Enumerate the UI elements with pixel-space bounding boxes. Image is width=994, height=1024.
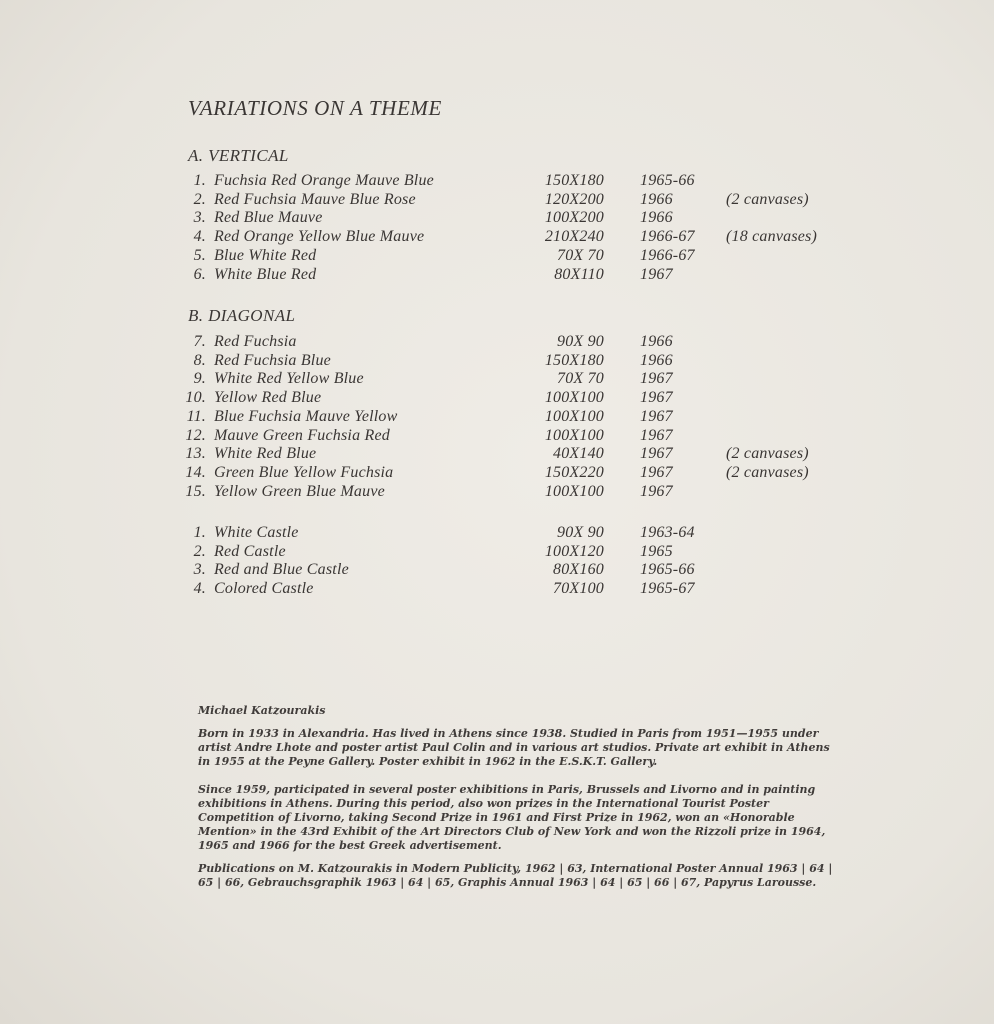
artwork-dimensions: 80X160 bbox=[553, 561, 604, 579]
section-heading-vertical: A. VERTICAL bbox=[188, 146, 289, 165]
artwork-dimensions: 70X100 bbox=[553, 580, 604, 598]
artwork-number: 1. bbox=[193, 172, 206, 189]
artwork-dimensions: 100X100 bbox=[544, 389, 604, 407]
artwork-row bbox=[0, 209, 994, 228]
artwork-row bbox=[0, 389, 994, 408]
artwork-title: Blue White Red bbox=[214, 246, 317, 264]
artwork-number: 2. bbox=[193, 542, 206, 560]
bio-paragraph: Publications on M. Katzourakis in Modern Publicity, 1962 | 63, International Poster Annual 1963 | 64 | 65 | 66, Gebrauchsgraphik 1963 | 64 | 65, Graphis Annual 1963 | 64 | 65 | 66 | 67, Papyrus Larousse. bbox=[198, 862, 833, 889]
artwork-year: 1965-66 bbox=[640, 561, 695, 579]
artwork-number: 14. bbox=[185, 463, 206, 481]
artwork-title: White Castle bbox=[214, 524, 299, 541]
artwork-title: Green Blue Yellow Fuchsia bbox=[214, 463, 394, 481]
section-heading-diagonal: B. DIAGONAL bbox=[188, 306, 296, 325]
artwork-number: 12. bbox=[185, 426, 206, 444]
artwork-year: 1967 bbox=[640, 407, 673, 425]
artwork-year: 1967 bbox=[640, 426, 673, 444]
artwork-year: 1966-67 bbox=[640, 228, 695, 246]
artwork-year: 1967 bbox=[640, 463, 673, 481]
artwork-year: 1967 bbox=[640, 482, 673, 500]
artwork-number: 2. bbox=[193, 190, 206, 208]
artwork-row bbox=[0, 561, 994, 580]
artwork-dimensions: 100X100 bbox=[544, 407, 604, 425]
artwork-number: 6. bbox=[193, 265, 206, 283]
artwork-number: 4. bbox=[193, 580, 206, 598]
artwork-title: Red Blue Mauve bbox=[214, 209, 323, 227]
artwork-row bbox=[0, 524, 994, 543]
artwork-row bbox=[0, 445, 994, 464]
artwork-row bbox=[0, 172, 994, 191]
artwork-number: 1. bbox=[193, 524, 206, 541]
artwork-year: 1967 bbox=[640, 389, 673, 407]
artwork-number: 11. bbox=[186, 407, 206, 425]
artwork-row bbox=[0, 464, 994, 483]
artwork-dimensions: 70X 70 bbox=[557, 246, 604, 264]
artwork-title: White Red Yellow Blue bbox=[214, 370, 364, 388]
artwork-title: Colored Castle bbox=[214, 580, 314, 598]
artwork-row bbox=[0, 333, 994, 352]
artwork-row bbox=[0, 427, 994, 446]
artwork-title: Red Castle bbox=[214, 542, 286, 560]
artwork-year: 1965-67 bbox=[640, 580, 695, 598]
artwork-year: 1966 bbox=[640, 209, 673, 227]
artwork-row bbox=[0, 543, 994, 562]
artwork-row bbox=[0, 247, 994, 266]
artist-name: Michael Katzourakis bbox=[198, 704, 326, 717]
artwork-dimensions: 100X100 bbox=[544, 426, 604, 444]
artwork-year: 1967 bbox=[640, 370, 673, 388]
artwork-title: Blue Fuchsia Mauve Yellow bbox=[214, 407, 398, 425]
page-title: VARIATIONS ON A THEME bbox=[188, 96, 442, 120]
artwork-dimensions: 80X110 bbox=[554, 265, 604, 283]
artwork-dimensions: 210X240 bbox=[544, 228, 604, 246]
artwork-number: 7. bbox=[193, 333, 206, 350]
bio-paragraph: Since 1959, participated in several poster exhibitions in Paris, Brussels and Livorno and in painting exhibitions in Athens. During this period, also won prizes in the International Tourist Poster Competition of Livorno, taking Second Prize in 1961 and First Prize in 1962, won an «Honorable Mention» in the 43rd Exhibit of the Art Directors Club of New York and won the Rizzoli prize in 1964, 1965 and 1966 for the best Greek advertisement. bbox=[198, 783, 826, 852]
artwork-number: 9. bbox=[193, 370, 206, 388]
artwork-year: 1966 bbox=[640, 333, 673, 350]
artwork-number: 3. bbox=[193, 561, 206, 579]
artwork-number: 8. bbox=[193, 351, 206, 369]
artwork-dimensions: 90X 90 bbox=[557, 333, 604, 350]
artwork-row bbox=[0, 580, 994, 599]
artwork-title: Red Fuchsia Blue bbox=[214, 351, 331, 369]
artwork-dimensions: 120X200 bbox=[544, 190, 604, 208]
artwork-year: 1967 bbox=[640, 445, 673, 463]
artwork-note: (2 canvases) bbox=[726, 445, 809, 463]
artwork-year: 1965 bbox=[640, 542, 673, 560]
artwork-title: Red Fuchsia Mauve Blue Rose bbox=[214, 190, 416, 208]
artwork-row bbox=[0, 191, 994, 210]
artwork-title: White Blue Red bbox=[214, 265, 317, 283]
artwork-number: 15. bbox=[185, 482, 206, 500]
artwork-note: (18 canvases) bbox=[726, 228, 818, 246]
artwork-row bbox=[0, 228, 994, 247]
artwork-row bbox=[0, 352, 994, 371]
artwork-title: Yellow Green Blue Mauve bbox=[214, 482, 385, 500]
artwork-row bbox=[0, 408, 994, 427]
artwork-title: Red Fuchsia bbox=[214, 333, 297, 350]
artwork-number: 3. bbox=[193, 209, 206, 227]
artwork-year: 1966 bbox=[640, 190, 673, 208]
artwork-dimensions: 40X140 bbox=[553, 445, 604, 463]
artwork-dimensions: 70X 70 bbox=[557, 370, 604, 388]
artwork-note: (2 canvases) bbox=[726, 190, 809, 208]
artwork-title: Red and Blue Castle bbox=[214, 561, 349, 579]
artwork-row bbox=[0, 483, 994, 502]
artwork-dimensions: 150X180 bbox=[544, 351, 604, 369]
artwork-row bbox=[0, 266, 994, 285]
artwork-number: 4. bbox=[193, 228, 206, 246]
artwork-dimensions: 90X 90 bbox=[557, 524, 604, 541]
artwork-number: 13. bbox=[185, 445, 206, 463]
artwork-number: 5. bbox=[193, 246, 206, 264]
artwork-title: Yellow Red Blue bbox=[214, 389, 322, 407]
artwork-title: White Red Blue bbox=[214, 445, 317, 463]
artwork-dimensions: 100X120 bbox=[544, 542, 604, 560]
artwork-year: 1963-64 bbox=[640, 524, 695, 541]
artwork-year: 1966 bbox=[640, 351, 673, 369]
artwork-year: 1967 bbox=[640, 265, 673, 283]
bio-paragraph: Born in 1933 in Alexandria. Has lived in Athens since 1938. Studied in Paris from 1951—1955 under artist Andre Lhote and poster artist Paul Colin and in various art studios. Private art exhibit in Athens in 1955 at the Peyne Gallery. Poster exhibit in 1962 in the E.S.K.T. Gallery. bbox=[198, 727, 830, 768]
artwork-dimensions: 100X100 bbox=[544, 482, 604, 500]
artwork-dimensions: 150X180 bbox=[544, 172, 604, 189]
artwork-year: 1965-66 bbox=[640, 172, 695, 189]
artwork-title: Mauve Green Fuchsia Red bbox=[214, 426, 390, 444]
artwork-year: 1966-67 bbox=[640, 246, 695, 264]
artwork-note: (2 canvases) bbox=[726, 463, 809, 481]
artwork-number: 10. bbox=[185, 389, 206, 407]
artwork-dimensions: 150X220 bbox=[544, 463, 604, 481]
artwork-row bbox=[0, 370, 994, 389]
artwork-title: Red Orange Yellow Blue Mauve bbox=[214, 228, 425, 246]
artwork-dimensions: 100X200 bbox=[544, 209, 604, 227]
artwork-title: Fuchsia Red Orange Mauve Blue bbox=[214, 172, 434, 189]
